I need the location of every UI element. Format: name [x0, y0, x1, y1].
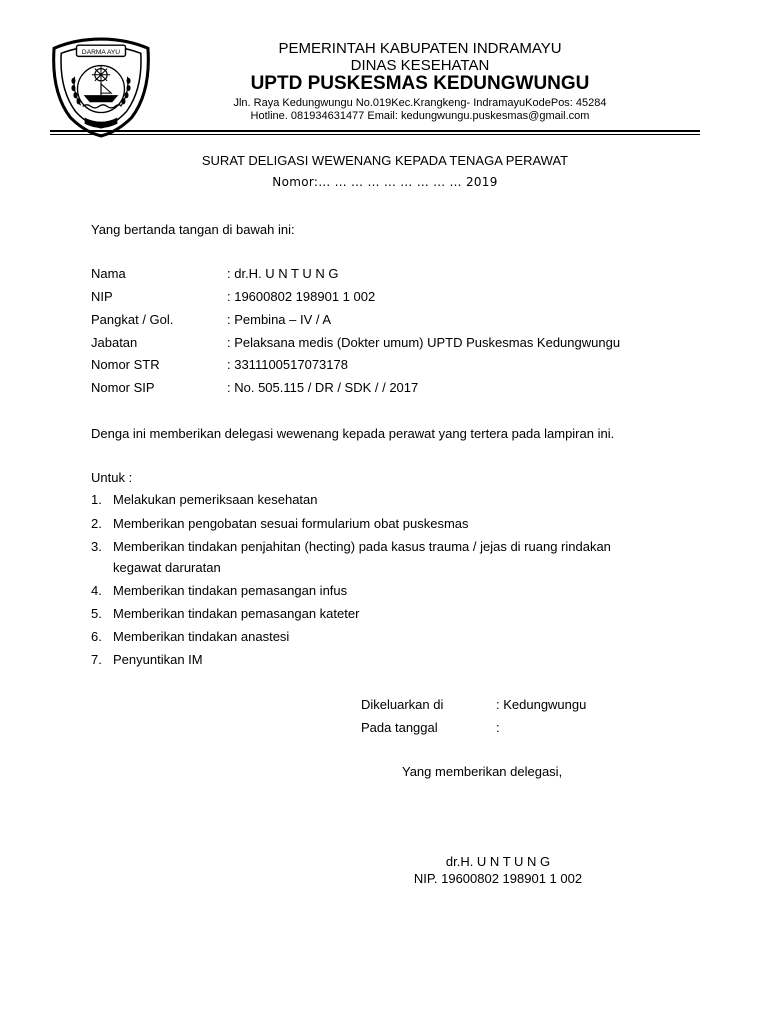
list-item: Melakukan pemeriksaan kesehatan — [113, 492, 318, 507]
field-value-str: : 3311100517073178 — [227, 357, 348, 372]
list-item-continuation: kegawat daruratan — [113, 560, 221, 575]
field-label-nama: Nama — [91, 266, 126, 281]
delegation-statement: Denga ini memberikan delegasi wewenang kepada perawat yang tertera pada lampiran ini. — [91, 426, 615, 441]
field-value-nama: : dr.H. U N T U N G — [227, 266, 339, 281]
list-item: Penyuntikan IM — [113, 652, 203, 667]
field-label-jabatan: Jabatan — [91, 335, 138, 350]
field-label-pangkat: Pangkat / Gol. — [91, 312, 174, 327]
field-value-sip: : No. 505.115 / DR / SDK / / 2017 — [227, 380, 419, 395]
signer-name: dr.H. U N T U N G — [445, 854, 551, 869]
field-label-nip: NIP — [91, 289, 113, 304]
untuk-label: Untuk : — [91, 470, 133, 485]
list-item-number: 5. — [91, 606, 102, 621]
header-divider-thick — [50, 130, 700, 132]
list-item-number: 4. — [91, 583, 102, 598]
list-item: Memberikan tindakan anastesi — [113, 629, 290, 644]
list-item: Memberikan pengobatan sesuai formularium obat puskesmas — [113, 516, 469, 531]
intro-text: Yang bertanda tangan di bawah ini: — [91, 222, 295, 237]
signer-nip: NIP. 19600802 198901 1 002 — [413, 871, 583, 886]
header-address: Jln. Raya Kedungwungu No.019Kec.Krangkeng- IndramayuKodePos: 45284 — [233, 97, 607, 109]
list-item-number: 2. — [91, 516, 102, 531]
list-item: Memberikan tindakan pemasangan kateter — [113, 606, 360, 621]
field-value-jabatan: : Pelaksana medis (Dokter umum) UPTD Puskesmas Kedungwungu — [227, 335, 621, 350]
header-institution: UPTD PUSKESMAS KEDUNGWUNGU — [250, 73, 590, 94]
list-item-number: 1. — [91, 492, 102, 507]
issued-date-label: Pada tanggal — [361, 720, 438, 735]
signer-caption: Yang memberikan delegasi, — [402, 764, 563, 779]
list-item-number: 7. — [91, 652, 102, 667]
list-item: Memberikan tindakan pemasangan infus — [113, 583, 348, 598]
field-value-nip: : 19600802 198901 1 002 — [227, 289, 376, 304]
header-department: DINAS KESEHATAN — [350, 57, 490, 74]
list-item-number: 6. — [91, 629, 102, 644]
field-label-str: Nomor STR — [91, 357, 160, 372]
issued-date-value: : — [496, 720, 500, 735]
list-item-number: 3. — [91, 539, 102, 554]
list-item: Memberikan tindakan penjahitan (hecting) pada kasus trauma / jejas di ruang rindakan — [113, 539, 611, 554]
header-divider-thin — [50, 134, 700, 135]
issued-place-label: Dikeluarkan di — [361, 697, 444, 712]
field-label-sip: Nomor SIP — [91, 380, 155, 395]
issued-place-value: : Kedungwungu — [496, 697, 587, 712]
header-government: PEMERINTAH KABUPATEN INDRAMAYU — [278, 40, 562, 57]
field-value-pangkat: : Pembina – IV / A — [227, 312, 332, 327]
indramayu-emblem-icon — [50, 36, 152, 138]
letter-number: Nomor:… … … … … … … … … 2019 — [272, 175, 498, 189]
header-contact: Hotline. 081934631477 Email: kedungwungu.puskesmas@gmail.com — [250, 110, 590, 122]
letter-title: SURAT DELIGASI WEWENANG KEPADA TENAGA PERAWAT — [201, 153, 569, 168]
emblem-motto: DARMA AYU — [81, 48, 121, 56]
